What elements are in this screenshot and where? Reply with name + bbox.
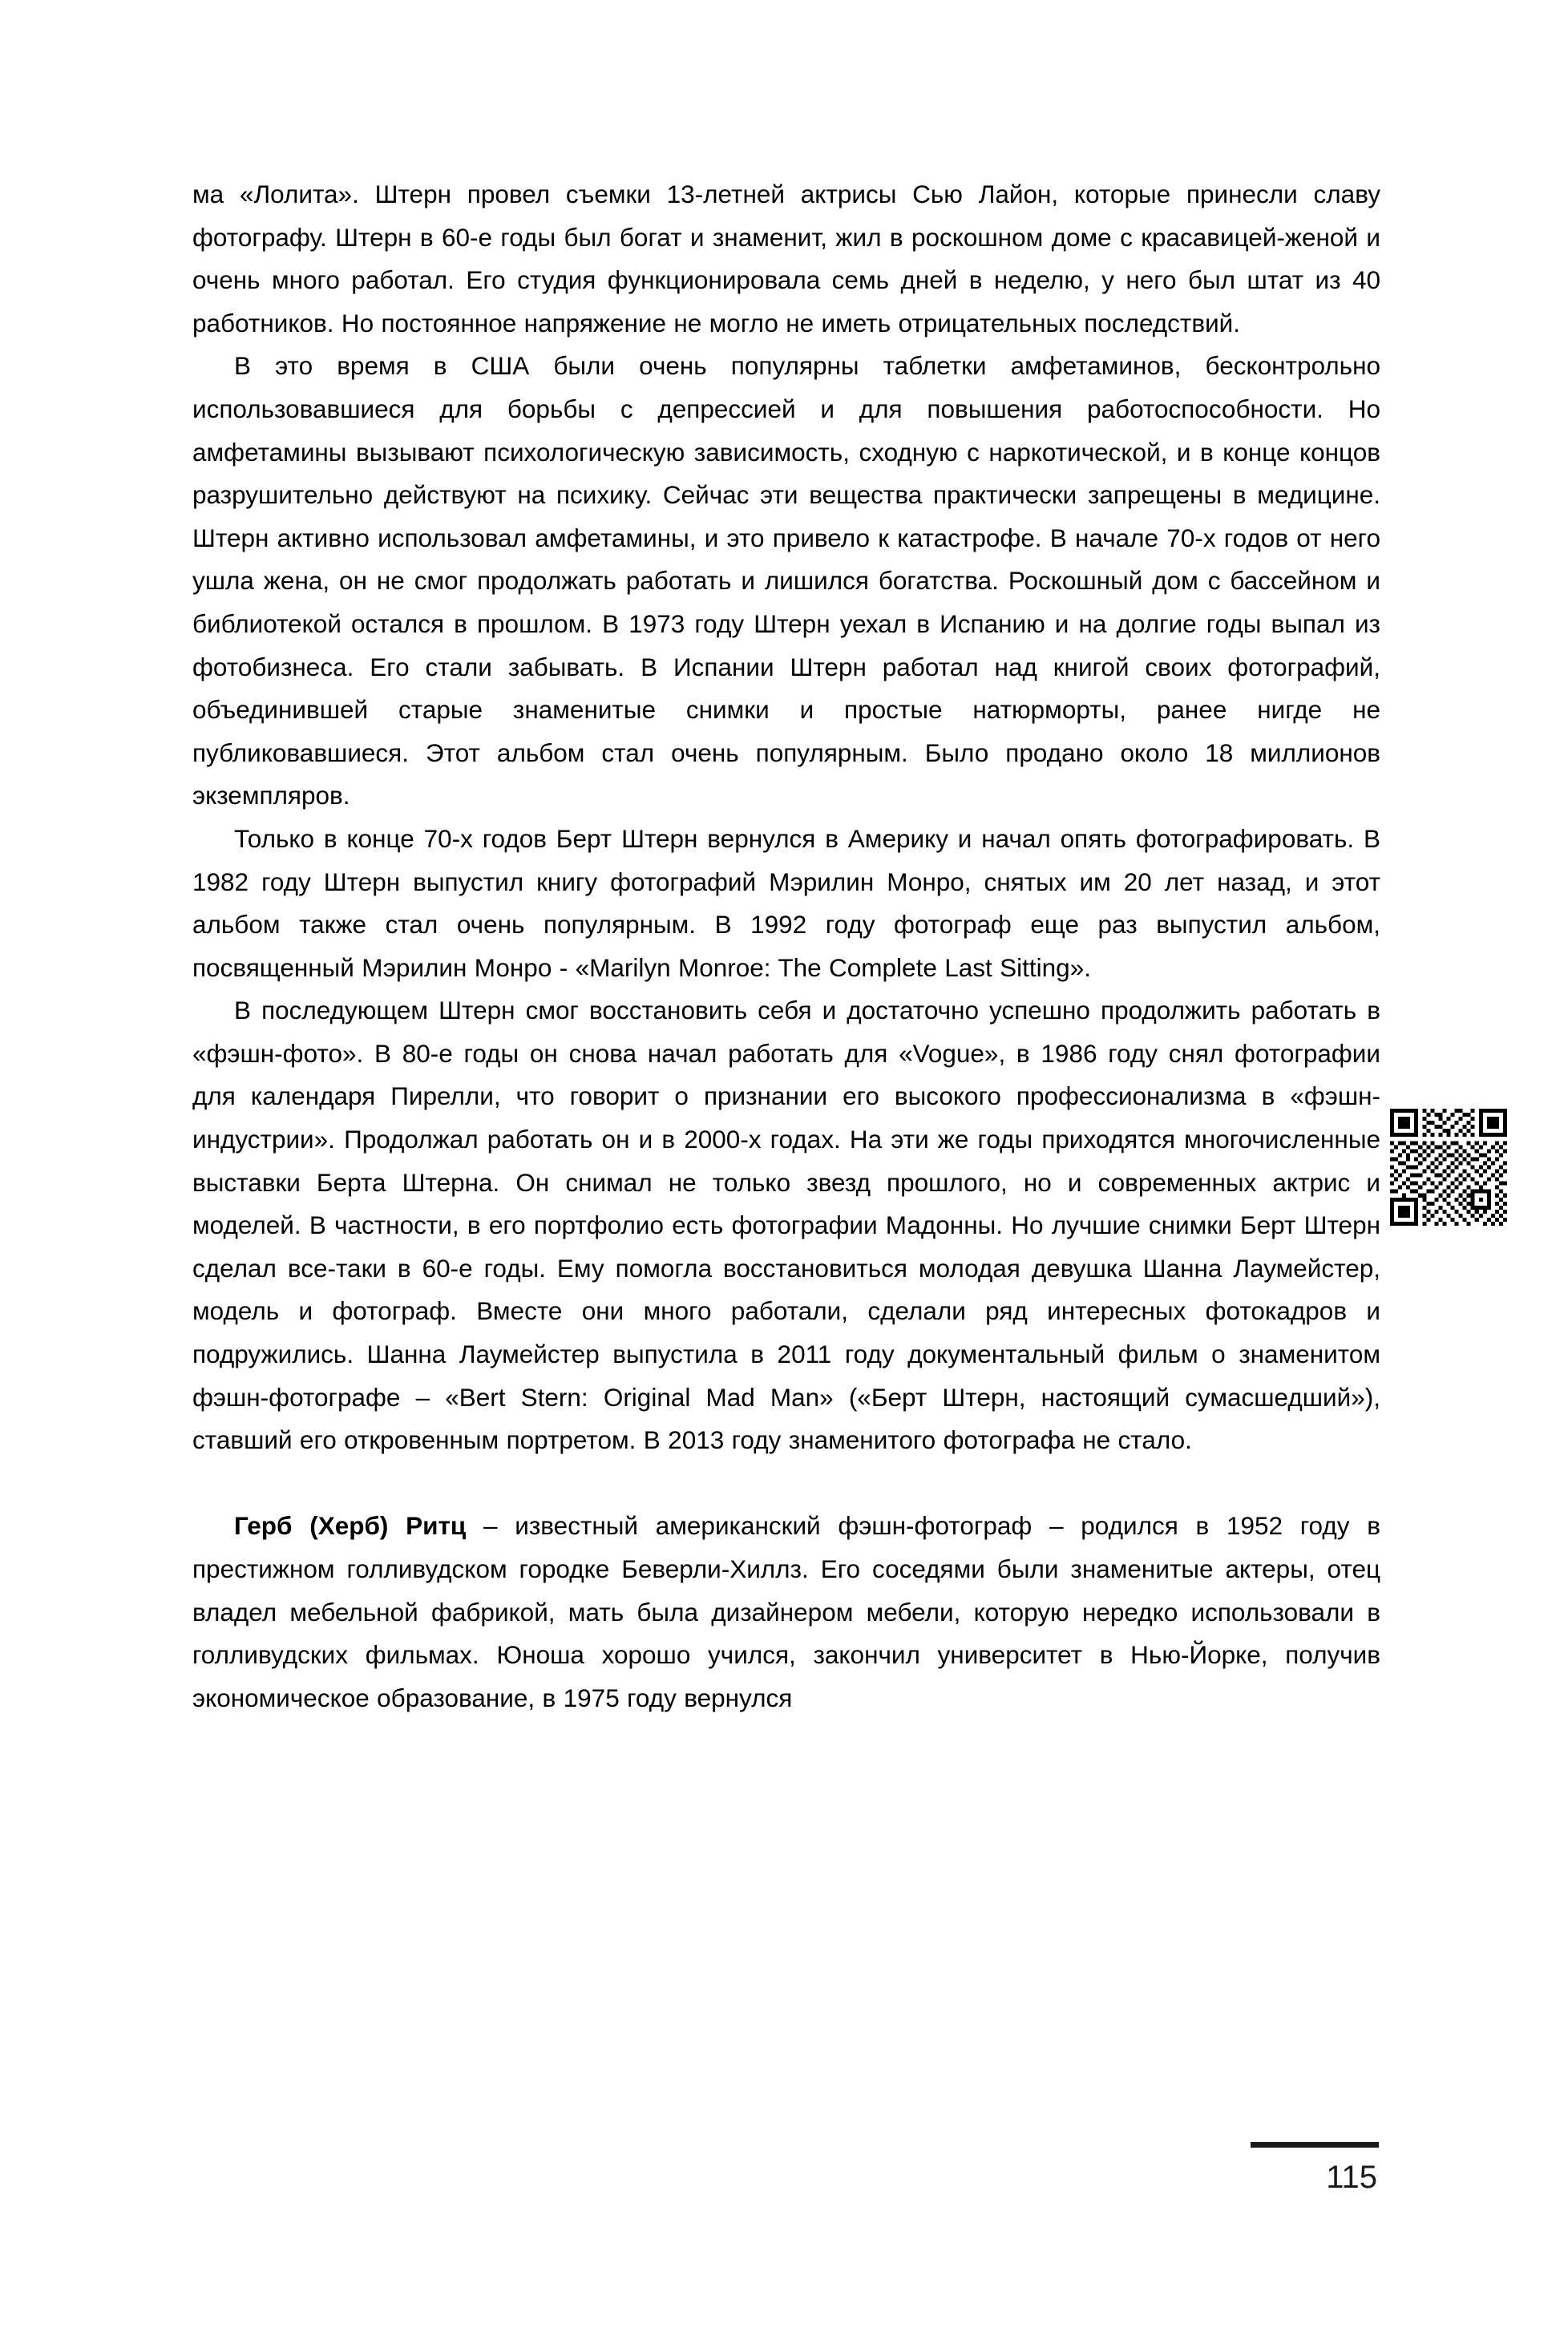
section-body-text: – известный американский фэшн-фотограф – родился в 1952 году в престижном голливудском городке Беверли-Хиллз. Его соседями были знаменитые актеры, отец владел мебельной фабрикой, мать была дизайнером мебели, которую нередко использовали в голливудских фильмах. Юноша хорошо учился, закончил университет в Нью-Йорке, получив экономическое образование, в 1975 году вернулся (192, 1511, 1380, 1712)
paragraph-3: Только в конце 70-х годов Берт Штерн вернулся в Америку и начал опять фотографировать. В 1982 году Штерн выпустил книгу фотографий Мэрилин Монро, снятых им 20 лет назад, и этот альбом также стал очень популярным. В 1992 году фотограф еще раз выпустил альбом, посвященный Мэрилин Монро - «Marilyn Monroe: The Complete Last Sitting». (192, 823, 1380, 982)
qr-code-icon (1390, 1109, 1507, 1226)
paragraph-4: В последующем Штерн смог восстановить себя и достаточно успешно продолжить работать в «фэшн-фото». В 80-е годы он снова начал работать для «Vogue», в 1986 году снял фотографии для календаря Пирелли, что говорит о признании его высокого профессионализма в «фэшн-индустрии». Продолжал работать он и в 2000-х годах. На эти же годы приходятся многочисленные выставки Берта Штерна. Он снимал не только звезд прошлого, но и современных актрис и моделей. В частности, в его портфолио есть фотографии Мадонны. Но лучшие снимки Берт Штерн сделал все-таки в 60-е годы. Ему помогла восстановиться молодая девушка Шанна Лаумейстер, модель и фотограф. Вместе они много работали, сделали ряд интересных фотокадров и подружились. Шанна Лаумейстер выпустила в 2011 году документальный фильм о знаменитом фэшн-фотографе – «Bert Stern: Original Mad Man» («Берт Штерн, настоящий сумасшедший»), ставший его откровенным портретом. В 2013 году знаменитого фотографа не стало. (192, 996, 1380, 1455)
paragraph-1: ма «Лолита». Штерн провел съемки 13-летней актрисы Сью Лайон, которые принесли славу фотографу. Штерн в 60-е годы был богат и знаменит, жил в роскошном доме с красавицей-женой и очень много работал. Его студия функционировала семь дней в неделю, у него был штат из 40 работников. Но постоянное напряжение не могло не иметь отрицательных последствий. (192, 180, 1380, 337)
section-lead-name: Герб (Херб) Ритц (234, 1511, 467, 1541)
section-paragraph-herb-ritts (192, 1505, 1380, 1720)
body-text-column (192, 173, 1380, 1720)
paragraph-2: В это время в США были очень популярны таблетки амфетаминов, бесконтрольно использовавшиеся для борьбы с депрессией и для повышения работоспособности. Но амфетамины вызывают психологическую зависимость, сходную с наркотической, и в конце концов разрушительно действуют на психику. Сейчас эти вещества практически запрещены в медицине. Штерн активно использовал амфетамины, и это привело к катастрофе. В начале 70-х годов от него ушла жена, он не смог продолжать работать и лишился богатства. Роскошный дом с бассейном и библиотекой остался в прошлом. В 1973 году Штерн уехал в Испанию и на долгие годы выпал из фотобизнеса. Его стали забывать. В Испании Штерн работал над книгой своих фотографий, объединившей старые знаменитые снимки и простые натюрморты, ранее нигде не публиковавшиеся. Этот альбом стал очень популярным. Было продано около 18 миллионов экземпляров. (192, 351, 1380, 810)
page-footer (1251, 2142, 1379, 2196)
footer-rule (1251, 2142, 1379, 2148)
qr-code (1390, 1109, 1507, 1226)
page-number: 115 (1326, 2160, 1377, 2195)
